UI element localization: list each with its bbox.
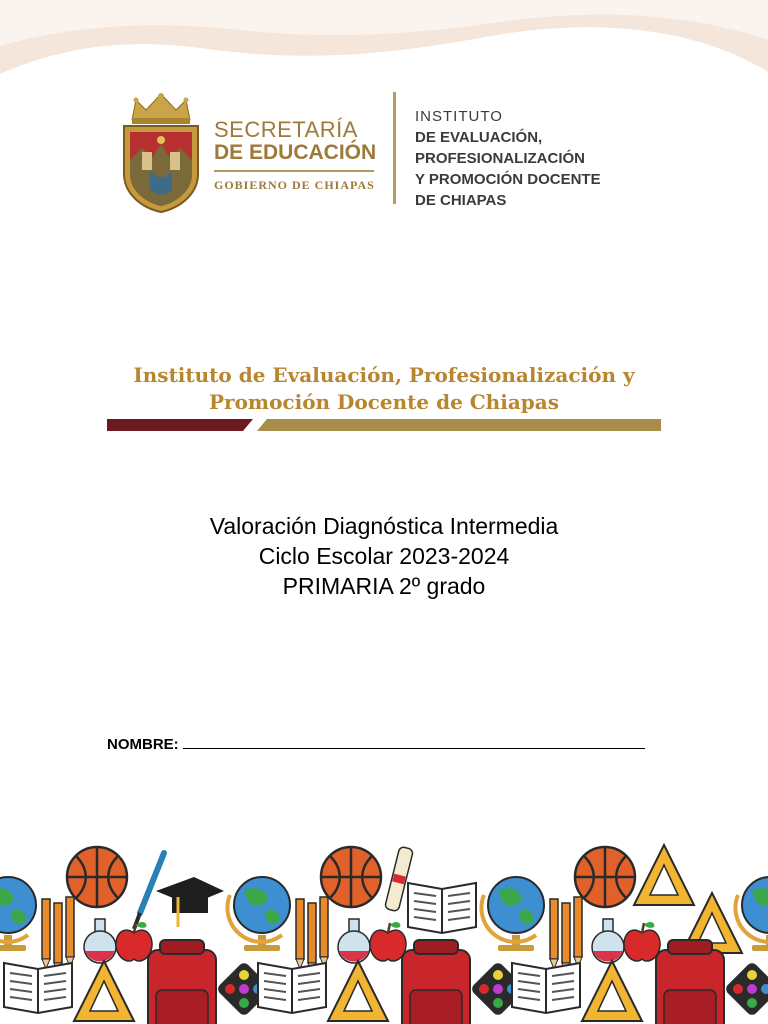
instituto-line-2: DE EVALUACIÓN, — [415, 129, 543, 146]
name-field-row — [107, 734, 667, 753]
chiapas-coat-of-arms-icon — [120, 90, 202, 214]
title-divider-band — [107, 419, 661, 431]
secretaria-educacion-logo — [214, 118, 384, 193]
document-title-line-1: Valoración Diagnóstica Intermedia — [209, 513, 559, 539]
instituto-logo — [415, 107, 675, 211]
secretaria-text: SECRETARÍA — [214, 117, 358, 142]
educacion-text: DE EDUCACIÓN — [214, 141, 377, 164]
logo-rule — [214, 170, 374, 172]
document-title — [84, 511, 684, 601]
graduation-cap-icon — [156, 877, 224, 927]
name-label: NOMBRE: — [107, 736, 179, 753]
document-title-line-3: PRIMARIA 2º grado — [282, 573, 486, 599]
gobierno-text: GOBIERNO DE CHIAPAS — [214, 178, 375, 192]
header-wave-decoration — [0, 0, 768, 120]
instituto-line-4: Y PROMOCIÓN DOCENTE — [415, 171, 601, 188]
instituto-line-1: INSTITUTO — [415, 108, 503, 125]
instituto-line-3: PROFESIONALIZACIÓN — [415, 150, 586, 167]
instituto-line-5: DE CHIAPAS — [415, 192, 507, 209]
document-title-line-2: Ciclo Escolar 2023-2024 — [258, 543, 510, 569]
school-supplies-footer — [0, 835, 768, 1024]
institute-title-line-2: Promoción Docente de Chiapas — [209, 390, 559, 414]
name-input-line[interactable] — [183, 734, 645, 749]
institute-title-line-1: Instituto de Evaluación, Profesionalización y — [133, 363, 635, 387]
institute-title — [80, 362, 688, 416]
logo-divider — [393, 92, 396, 204]
